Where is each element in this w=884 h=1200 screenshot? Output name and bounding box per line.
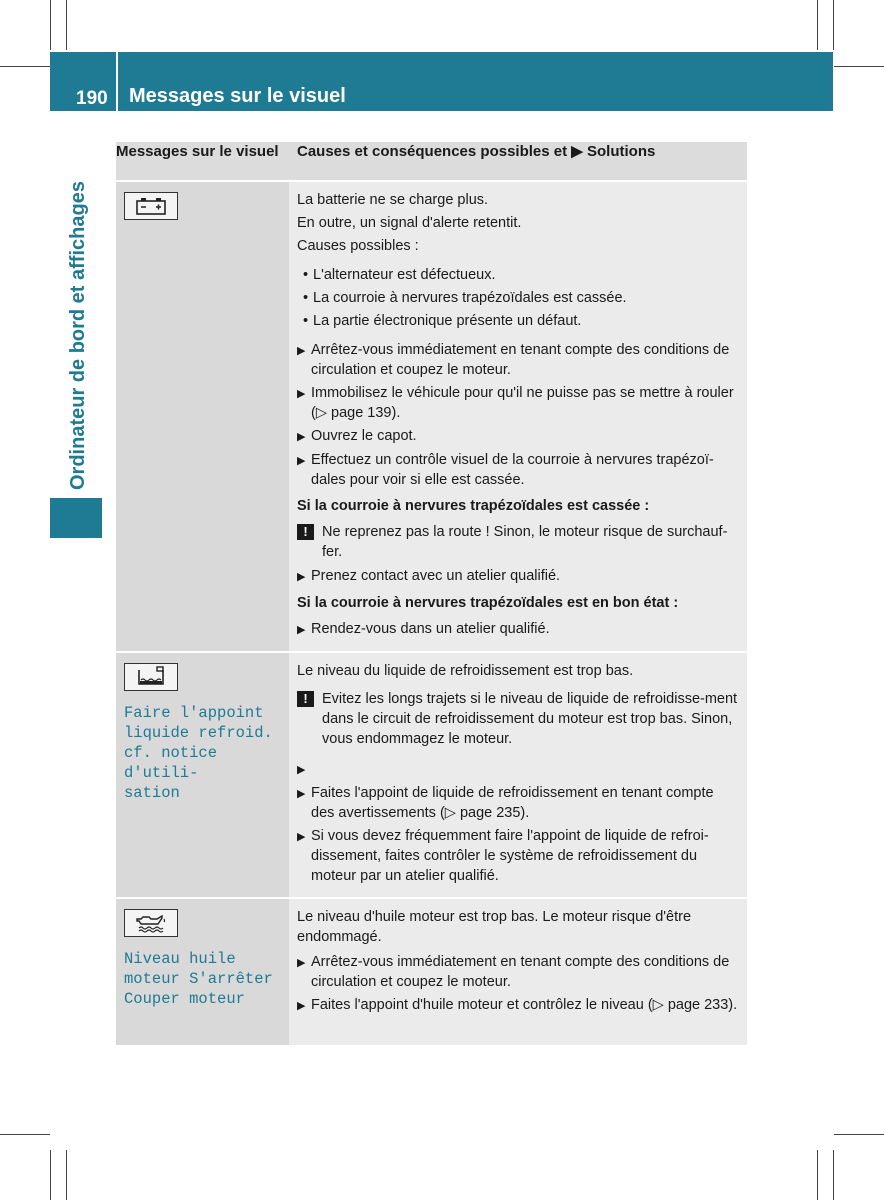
arrow-right-icon: ▶ <box>297 388 306 400</box>
table-header-row <box>116 142 747 181</box>
crop-mark <box>66 0 67 50</box>
solution-cell <box>289 181 747 652</box>
action-text: Ouvrez le capot. <box>311 428 417 444</box>
message-cell <box>116 181 289 652</box>
action-item <box>297 995 739 1016</box>
message-cell <box>116 652 289 898</box>
arrow-right-icon: ▶ <box>297 831 306 843</box>
col-header-messages: Messages sur le visuel <box>116 142 289 181</box>
action-item <box>297 952 739 992</box>
action-item <box>297 759 739 780</box>
action-item <box>297 383 739 423</box>
arrow-right-icon: ▶ <box>297 764 306 776</box>
arrow-right-icon: ▶ <box>297 1000 306 1012</box>
action-text: Immobilisez le véhicule pour qu'il ne puisse pas se mettre à rouler (▷ page 139). <box>311 385 734 421</box>
crop-mark <box>833 0 834 50</box>
action-item <box>297 826 739 886</box>
crop-mark <box>66 1150 67 1200</box>
message-cell <box>116 898 289 1045</box>
arrow-right-icon: ▶ <box>571 143 583 160</box>
bullet-item: • L'alternateur est défectueux. <box>303 267 496 283</box>
table-row <box>116 898 747 1045</box>
page-title: Messages sur le visuel <box>129 85 346 107</box>
crop-mark <box>50 1150 51 1200</box>
bullet-item: • La partie électronique présente un défaut. <box>303 313 582 329</box>
bullet-item: • La courroie à nervures trapézoïdales est cassée. <box>303 290 627 306</box>
crop-mark <box>50 0 51 50</box>
action-text: Arrêtez-vous immédiatement en tenant compte des conditions de circulation et coupez le moteur. <box>311 954 730 990</box>
messages-table <box>116 142 747 1045</box>
battery-icon <box>124 192 178 220</box>
action-item <box>297 566 739 587</box>
action-item <box>297 450 739 490</box>
warning-icon: ! <box>297 524 314 540</box>
col-header-causes <box>289 142 747 181</box>
display-message: Faire l'appoint liquide refroid. cf. notice d'utili- sation <box>124 704 273 802</box>
crop-mark <box>0 1134 50 1135</box>
crop-mark <box>817 0 818 50</box>
page-number: 190 <box>76 88 108 109</box>
warning-note <box>297 689 739 749</box>
action-item <box>297 619 739 640</box>
page-header <box>50 52 833 111</box>
side-tab-marker <box>50 498 102 538</box>
coolant-level-icon <box>124 663 178 691</box>
action-text: Effectuez un contrôle visuel de la courroie à nervures trapézoï-dales pour voir si elle est cassée. <box>311 452 714 488</box>
crop-mark <box>817 1150 818 1200</box>
arrow-right-icon: ▶ <box>297 345 306 357</box>
action-text: Faites l'appoint d'huile moteur et contrôlez le niveau (▷ page 233). <box>311 997 738 1013</box>
warning-icon: ! <box>297 691 314 707</box>
arrow-right-icon: ▶ <box>297 957 306 969</box>
col-header-solutions-text: Solutions <box>587 143 656 160</box>
bullet-text: L'alternateur est défectueux. <box>313 267 496 283</box>
arrow-right-icon: ▶ <box>297 624 306 636</box>
col-header-causes-text: Causes et conséquences possibles et <box>297 143 568 160</box>
text-line: La batterie ne se charge plus. <box>297 192 489 208</box>
bullet-text: La courroie à nervures trapézoïdales est cassée. <box>313 290 627 306</box>
action-text: Prenez contact avec un atelier qualifié. <box>311 568 561 584</box>
side-section-title: Ordinateur de bord et affichages <box>67 181 89 490</box>
header-divider <box>116 52 118 111</box>
arrow-right-icon: ▶ <box>297 571 306 583</box>
text-line: En outre, un signal d'alerte retentit. <box>297 215 522 231</box>
arrow-right-icon: ▶ <box>297 788 306 800</box>
crop-mark <box>834 1134 884 1135</box>
action-text: Si vous devez fréquemment faire l'appoint de liquide de refroi-dissement, faites contrôler le système de refroidissement du moteur par un atelier qualifié. <box>311 828 709 884</box>
text-line: Le niveau d'huile moteur est trop bas. Le moteur risque d'être endommagé. <box>297 909 692 945</box>
action-item <box>297 426 739 447</box>
crop-mark <box>0 66 50 67</box>
action-text: Faites l'appoint de liquide de refroidissement en tenant compte des avertissements (▷ page 235). <box>311 785 714 821</box>
subheading: Si la courroie à nervures trapézoïdales est cassée : <box>297 498 650 514</box>
text-line: Causes possibles : <box>297 238 419 254</box>
solution-cell <box>289 898 747 1045</box>
bullet-text: La partie électronique présente un défaut. <box>313 313 582 329</box>
solution-cell <box>289 652 747 898</box>
text-line: Le niveau du liquide de refroidissement est trop bas. <box>297 663 634 679</box>
warning-text: Ne reprenez pas la route ! Sinon, le moteur risque de surchauf-fer. <box>322 524 728 560</box>
action-item <box>297 340 739 380</box>
table-row <box>116 652 747 898</box>
action-text: Arrêtez-vous immédiatement en tenant compte des conditions de circulation et coupez le moteur. <box>311 342 730 378</box>
display-message: Niveau huile moteur S'arrêter Couper moteur <box>124 950 273 1008</box>
crop-mark <box>834 66 884 67</box>
subheading: Si la courroie à nervures trapézoïdales est en bon état : <box>297 595 679 611</box>
arrow-right-icon: ▶ <box>297 431 306 443</box>
oil-level-icon <box>124 909 178 937</box>
warning-note <box>297 522 739 562</box>
action-item <box>297 783 739 823</box>
table-row <box>116 181 747 652</box>
arrow-right-icon: ▶ <box>297 455 306 467</box>
action-text: Rendez-vous dans un atelier qualifié. <box>311 621 550 637</box>
warning-text: Evitez les longs trajets si le niveau de liquide de refroidisse-ment dans le circuit de refroidissement du moteur est trop bas. Sinon, vous endommagez le moteur. <box>322 691 738 747</box>
crop-mark <box>833 1150 834 1200</box>
